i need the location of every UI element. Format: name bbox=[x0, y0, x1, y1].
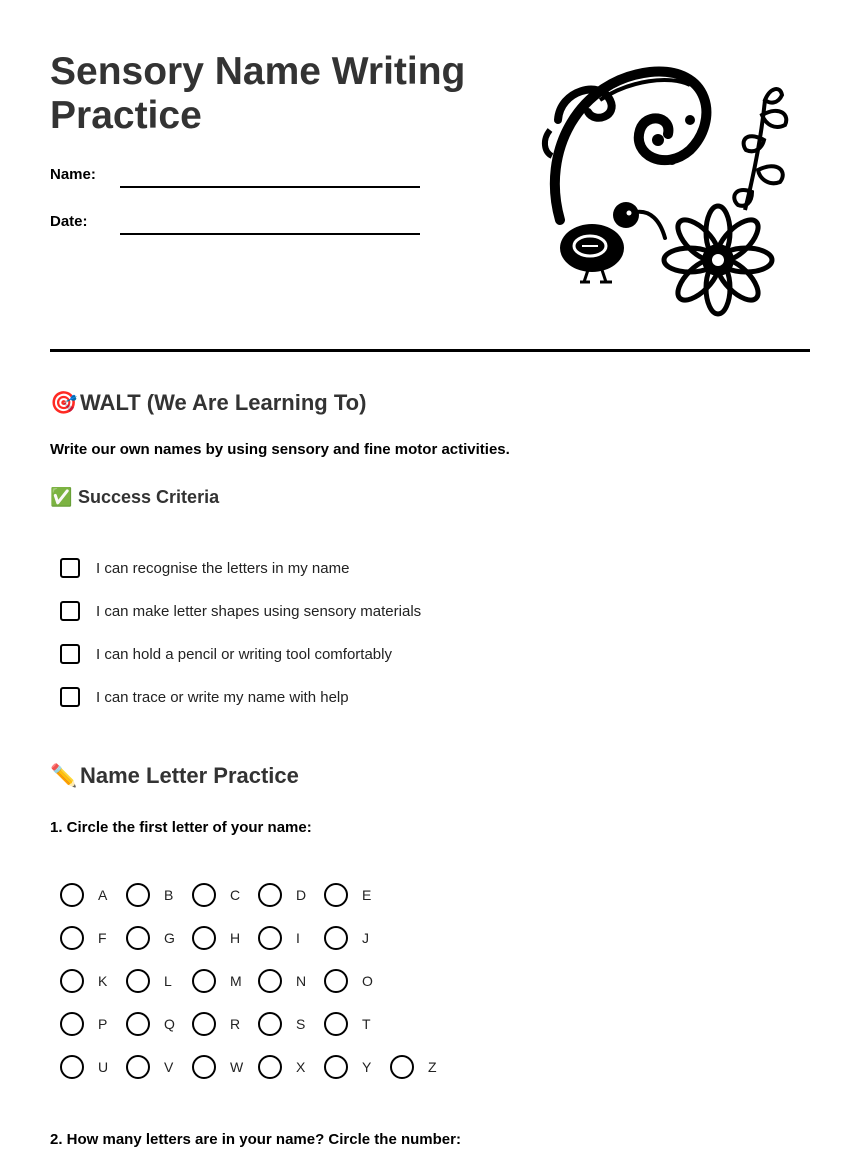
letter-circle[interactable] bbox=[192, 1055, 216, 1079]
letter-row bbox=[60, 1054, 456, 1080]
kiwi-bird-and-flower-illustration bbox=[540, 60, 810, 325]
letter-circle[interactable] bbox=[126, 1055, 150, 1079]
letter-option[interactable] bbox=[258, 883, 324, 907]
letter-circle[interactable] bbox=[60, 969, 84, 993]
letter-circle[interactable] bbox=[126, 926, 150, 950]
letter-circle[interactable] bbox=[192, 926, 216, 950]
letter-circle[interactable] bbox=[258, 926, 282, 950]
question-1: 1. Circle the first letter of your name: bbox=[50, 819, 312, 836]
letter-row bbox=[60, 968, 390, 994]
letter-circle[interactable] bbox=[324, 926, 348, 950]
criteria-checkbox[interactable] bbox=[60, 687, 80, 707]
letter-row bbox=[60, 1011, 390, 1037]
letter-label: O bbox=[362, 973, 373, 989]
letter-option[interactable] bbox=[324, 1055, 390, 1079]
letter-option[interactable] bbox=[126, 1012, 192, 1036]
letter-option[interactable] bbox=[324, 969, 390, 993]
criteria-text: I can make letter shapes using sensory materials bbox=[96, 602, 422, 620]
criteria-checkbox[interactable] bbox=[60, 601, 80, 621]
letter-label: F bbox=[98, 930, 107, 946]
letter-label: J bbox=[362, 930, 369, 946]
criteria-item bbox=[60, 556, 349, 580]
pencil-icon: ✏️ bbox=[50, 763, 78, 788]
letter-circle[interactable] bbox=[126, 969, 150, 993]
criteria-text: I can hold a pencil or writing tool comfortably bbox=[96, 645, 392, 663]
letter-label: V bbox=[164, 1059, 174, 1075]
letter-option[interactable] bbox=[60, 1012, 126, 1036]
letter-label: G bbox=[164, 930, 175, 946]
letter-label: S bbox=[296, 1016, 306, 1032]
letter-circle[interactable] bbox=[324, 883, 348, 907]
letter-option[interactable] bbox=[126, 969, 192, 993]
date-label: Date: bbox=[50, 213, 88, 230]
letter-option[interactable] bbox=[324, 883, 390, 907]
name-letter-practice-heading bbox=[50, 763, 299, 789]
letter-circle[interactable] bbox=[60, 1012, 84, 1036]
letter-label: N bbox=[296, 973, 307, 989]
letter-option[interactable] bbox=[258, 1012, 324, 1036]
walt-text: Write our own names by using sensory and fine motor activities. bbox=[50, 441, 510, 458]
letter-label: U bbox=[98, 1059, 109, 1075]
letter-label: Q bbox=[164, 1016, 175, 1032]
date-field[interactable] bbox=[120, 233, 420, 235]
letter-label: L bbox=[164, 973, 172, 989]
letter-label: W bbox=[230, 1059, 244, 1075]
letter-circle[interactable] bbox=[324, 1055, 348, 1079]
letter-circle[interactable] bbox=[390, 1055, 414, 1079]
criteria-item bbox=[60, 599, 421, 623]
letter-circle[interactable] bbox=[324, 1012, 348, 1036]
letter-label: H bbox=[230, 930, 241, 946]
letter-option[interactable] bbox=[324, 926, 390, 950]
letter-row bbox=[60, 882, 390, 908]
letter-circle[interactable] bbox=[60, 883, 84, 907]
letter-option[interactable] bbox=[192, 926, 258, 950]
letter-option[interactable] bbox=[192, 1012, 258, 1036]
letter-option[interactable] bbox=[60, 926, 126, 950]
letter-label: T bbox=[362, 1016, 371, 1032]
criteria-item bbox=[60, 642, 392, 666]
letter-option[interactable] bbox=[258, 969, 324, 993]
criteria-checkbox[interactable] bbox=[60, 644, 80, 664]
letter-option[interactable] bbox=[192, 969, 258, 993]
letter-label: R bbox=[230, 1016, 241, 1032]
letter-circle[interactable] bbox=[258, 883, 282, 907]
letter-option[interactable] bbox=[390, 1055, 456, 1079]
criteria-checkbox[interactable] bbox=[60, 558, 80, 578]
letter-circle[interactable] bbox=[60, 926, 84, 950]
letter-label: B bbox=[164, 887, 174, 903]
criteria-text: I can recognise the letters in my name bbox=[96, 559, 350, 577]
letter-label: I bbox=[296, 930, 300, 946]
section-divider bbox=[50, 349, 810, 352]
name-label: Name: bbox=[50, 166, 96, 183]
criteria-text: I can trace or write my name with help bbox=[96, 688, 349, 706]
letter-label: Y bbox=[362, 1059, 372, 1075]
criteria-item bbox=[60, 685, 349, 709]
success-heading-text: Success Criteria bbox=[78, 487, 220, 507]
letter-option[interactable] bbox=[126, 1055, 192, 1079]
letter-option[interactable] bbox=[324, 1012, 390, 1036]
letter-option[interactable] bbox=[192, 1055, 258, 1079]
check-mark-icon: ✅ bbox=[50, 487, 73, 507]
letter-label: M bbox=[230, 973, 242, 989]
letter-circle[interactable] bbox=[192, 883, 216, 907]
letter-label: X bbox=[296, 1059, 306, 1075]
letter-option[interactable] bbox=[126, 926, 192, 950]
letter-label: E bbox=[362, 887, 372, 903]
page-title: Sensory Name Writing Practice bbox=[50, 50, 466, 137]
practice-heading-text: Name Letter Practice bbox=[80, 763, 299, 788]
letter-circle[interactable] bbox=[192, 1012, 216, 1036]
letter-circle[interactable] bbox=[126, 883, 150, 907]
letter-circle[interactable] bbox=[192, 969, 216, 993]
letter-circle[interactable] bbox=[258, 1012, 282, 1036]
letter-circle[interactable] bbox=[126, 1012, 150, 1036]
letter-row bbox=[60, 925, 390, 951]
letter-circle[interactable] bbox=[258, 1055, 282, 1079]
walt-heading-text: WALT (We Are Learning To) bbox=[80, 390, 367, 415]
letter-option[interactable] bbox=[60, 969, 126, 993]
letter-label: P bbox=[98, 1016, 108, 1032]
letter-option[interactable] bbox=[60, 883, 126, 907]
success-criteria-heading bbox=[50, 487, 219, 508]
name-field[interactable] bbox=[120, 186, 420, 188]
letter-option[interactable] bbox=[258, 1055, 324, 1079]
letter-option[interactable] bbox=[192, 883, 258, 907]
letter-label: C bbox=[230, 887, 241, 903]
letter-label: Z bbox=[428, 1059, 437, 1075]
letter-label: K bbox=[98, 973, 108, 989]
letter-label: A bbox=[98, 887, 108, 903]
letter-option[interactable] bbox=[258, 926, 324, 950]
letter-circle[interactable] bbox=[324, 969, 348, 993]
letter-option[interactable] bbox=[126, 883, 192, 907]
target-icon: 🎯 bbox=[50, 390, 78, 415]
letter-label: D bbox=[296, 887, 307, 903]
letter-option[interactable] bbox=[60, 1055, 126, 1079]
letter-circle[interactable] bbox=[60, 1055, 84, 1079]
letter-circle[interactable] bbox=[258, 969, 282, 993]
question-2: 2. How many letters are in your name? Circle the number: bbox=[50, 1131, 461, 1148]
walt-heading bbox=[50, 390, 366, 416]
